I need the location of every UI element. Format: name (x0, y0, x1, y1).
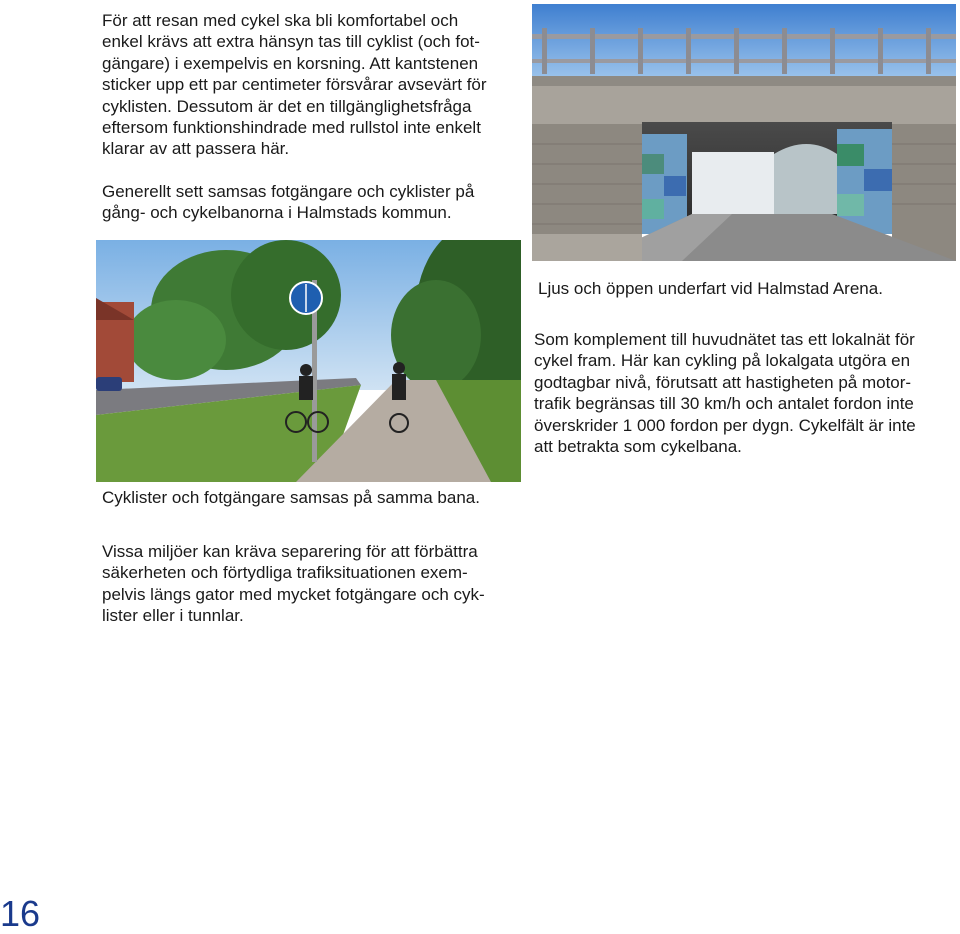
text-line: klarar av att passera här. (102, 139, 290, 159)
text-line: pelvis längs gator med mycket fotgängare och cyk- (102, 584, 485, 604)
text-line: Vissa miljöer kan kräva separering för att förbättra (102, 542, 478, 561)
text-line: gång- och cykelbanorna i Halmstads kommun. (102, 203, 452, 223)
text-line: lister eller i tunnlar. (102, 606, 244, 626)
page-number: 16 (0, 893, 41, 934)
text-line: sticker upp ett par centimeter försvårar avsevärt för (102, 75, 487, 95)
text-line: säkerheten och förtydliga trafiksituationen exem- (102, 563, 468, 583)
text-line: För att resan med cykel ska bli komfortabel och (102, 11, 459, 30)
text-line: överskrider 1 000 fordon per dygn. Cykelfält är inte (534, 415, 916, 435)
shared-path-photo (96, 240, 521, 482)
underpass-photo-caption: Ljus och öppen underfart vid Halmstad Arena. (538, 279, 883, 298)
text-line: enkel krävs att extra hänsyn tas till cyklist (och fot- (102, 32, 480, 52)
shared-path-photo-caption: Cyklister och fotgängare samsas på samma bana. (102, 488, 480, 507)
separation-paragraph (102, 541, 485, 627)
text-line: cykel fram. Här kan cykling på lokalgata utgöra en (534, 351, 911, 371)
text-line: eftersom funktionshindrade med rullstol inte enkelt (102, 118, 481, 138)
text-line: Som komplement till huvudnätet tas ett lokalnät för (534, 330, 915, 349)
text-line: att betrakta som cykelbana. (534, 437, 742, 457)
underpass-photo (532, 4, 956, 261)
text-line: cyklisten. Dessutom är det en tillgänglighetsfråga (102, 96, 472, 116)
text-line: gängare) i exempelvis en korsning. Att kantstenen (102, 53, 479, 73)
intro-paragraph (102, 10, 487, 160)
text-line: trafik begränsas till 30 km/h och antalet fordon inte (534, 394, 914, 414)
local-network-paragraph (534, 329, 916, 457)
text-line: Generellt sett samsas fotgängare och cyklister på (102, 182, 475, 201)
text-line: godtagbar nivå, förutsatt att hastigheten på motor- (534, 372, 912, 392)
shared-path-paragraph (102, 181, 474, 224)
